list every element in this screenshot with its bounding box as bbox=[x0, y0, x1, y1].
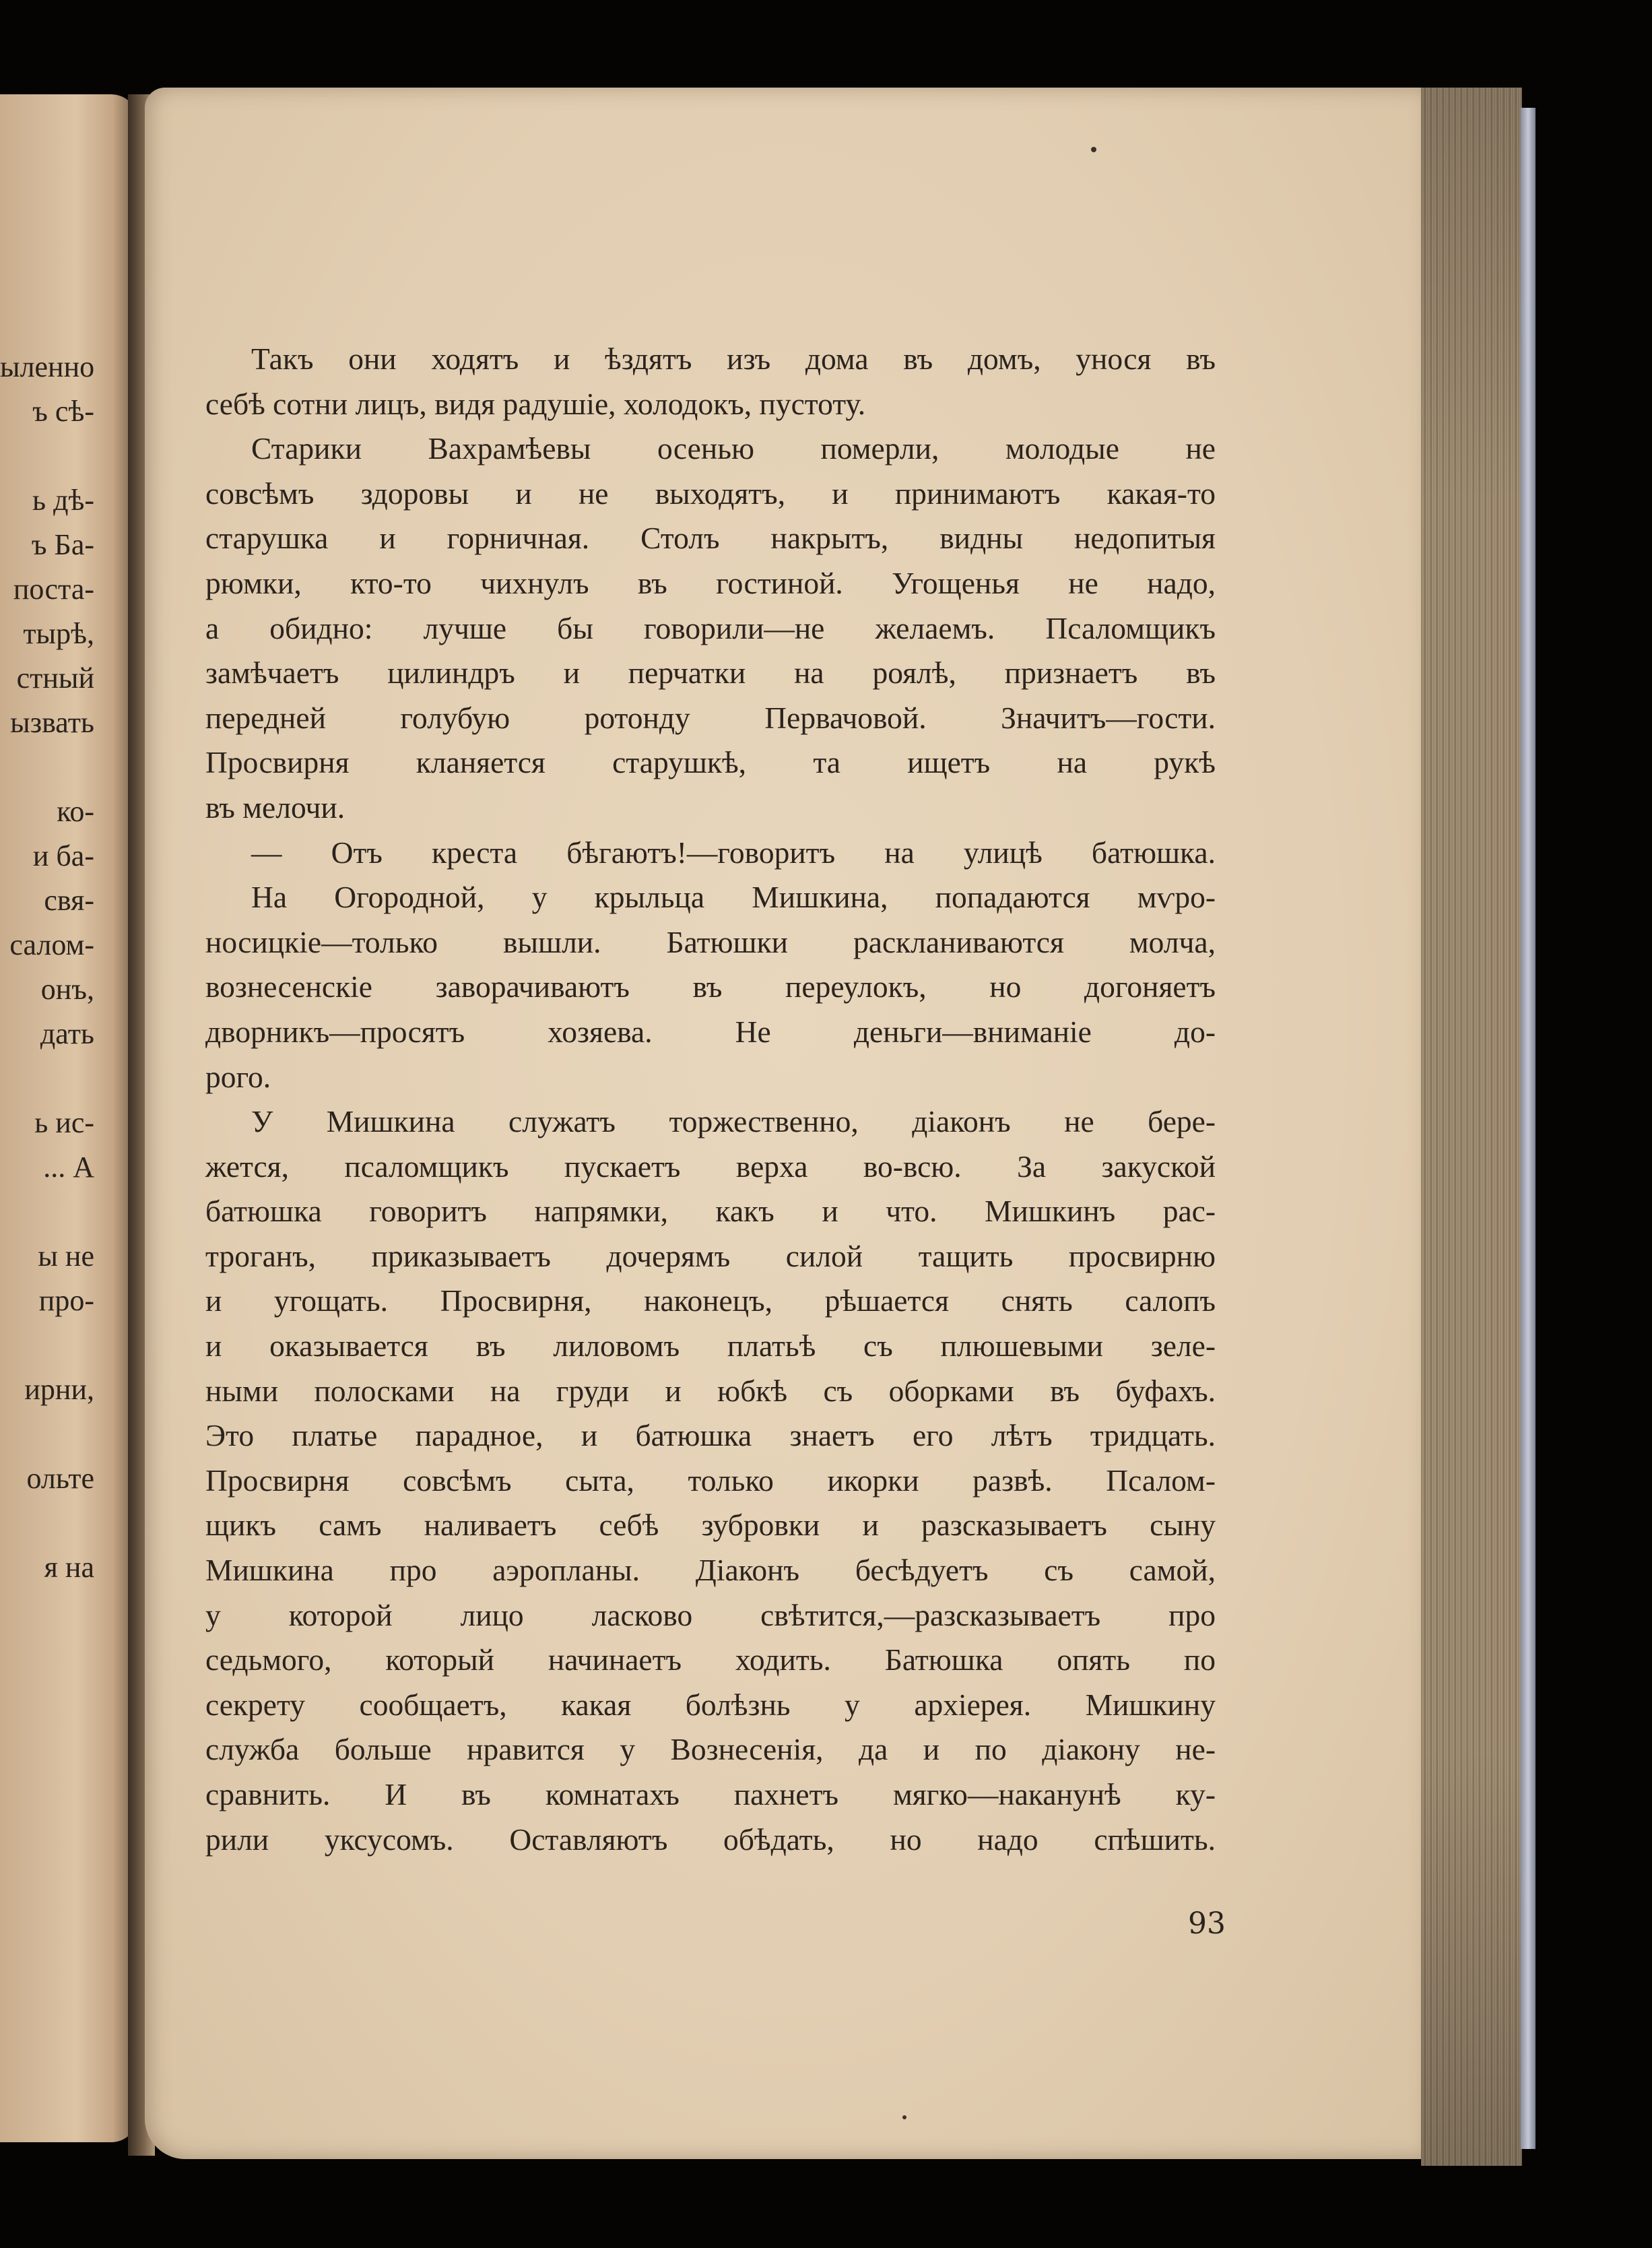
left-page-fragment: про- bbox=[38, 1284, 94, 1317]
left-page-fragment: дать bbox=[40, 1017, 94, 1050]
left-page-gap bbox=[0, 1412, 94, 1456]
page-number: 93 bbox=[1188, 1906, 1226, 1941]
text-line: щикъ самъ наливаетъ себѣ зубровки и разсказываетъ сыну bbox=[205, 1508, 1216, 1543]
text-line: рого. bbox=[205, 1059, 271, 1094]
text-line: Просвирня совсѣмъ сыта, только икорки развѣ. Псалом- bbox=[205, 1463, 1216, 1498]
text-line: и оказывается въ лиловомъ платьѣ съ плюшевыми зеле- bbox=[205, 1328, 1216, 1363]
text-line: и угощать. Просвирня, наконецъ, рѣшается снять салопъ bbox=[205, 1283, 1216, 1318]
left-page-gap bbox=[0, 1056, 94, 1101]
left-page-gap bbox=[0, 745, 94, 790]
left-page-fragment: ольте bbox=[26, 1462, 94, 1495]
text-line: себѣ сотни лицъ, видя радушіе, холодокъ, пустоту. bbox=[205, 386, 866, 421]
left-page-fragment: онъ, bbox=[40, 973, 94, 1006]
left-page-fragment: ыленно bbox=[0, 350, 95, 383]
text-line: сравнить. И въ комнатахъ пахнетъ мягко—наканунѣ ку- bbox=[205, 1777, 1216, 1811]
page-edges-shadow bbox=[1421, 88, 1522, 2166]
text-line: носицкіе—только вышли. Батюшки раскланиваются молча, bbox=[205, 924, 1216, 959]
left-page-fragment: ко- bbox=[57, 795, 94, 828]
left-page-fragment: свя- bbox=[44, 884, 94, 917]
text-line: Старики Вахрамѣевы осенью померли, молодые не bbox=[251, 431, 1216, 466]
text-line: а обидно: лучше бы говорили—не желаемъ. Псаломщикъ bbox=[205, 610, 1216, 645]
left-page-text-fragments bbox=[0, 345, 94, 1590]
text-line: Мишкина про аэропланы. Діаконъ бесѣдуетъ съ самой, bbox=[205, 1553, 1216, 1588]
text-line: На Огородной, у крыльца Мишкина, попадаются мѵро- bbox=[251, 880, 1216, 915]
text-line: батюшка говоритъ напрямки, какъ и что. Мишкинъ рас- bbox=[205, 1194, 1216, 1229]
text-line: дворникъ—просятъ хозяева. Не деньги—вниманіе до- bbox=[205, 1014, 1216, 1049]
left-page-gap bbox=[0, 1190, 94, 1234]
text-line: Просвирня кланяется старушкѣ, та ищетъ на рукѣ bbox=[205, 745, 1216, 780]
left-page-fragment: ирни, bbox=[24, 1373, 94, 1406]
page-body-text bbox=[205, 337, 1216, 1862]
text-line: замѣчаетъ цилиндръ и перчатки на роялѣ, признаетъ въ bbox=[205, 655, 1216, 691]
left-page-fragment: ы не bbox=[38, 1240, 94, 1273]
book-cover-edge bbox=[1521, 108, 1535, 2149]
left-page-fragment: ызвать bbox=[10, 706, 94, 739]
text-line: жется, псаломщикъ пускаетъ верха во-всю. За закуской bbox=[205, 1149, 1216, 1184]
text-line: вознесенскіе заворачиваютъ въ переулокъ, но догоняетъ bbox=[205, 969, 1216, 1004]
text-line: у которой лицо ласково свѣтится,—разсказываетъ про bbox=[205, 1597, 1216, 1632]
text-line: троганъ, приказываетъ дочерямъ силой тащить просвирню bbox=[205, 1238, 1216, 1273]
left-page-fragment: я на bbox=[44, 1551, 94, 1584]
left-page-fragment: и ба- bbox=[32, 839, 94, 872]
left-facing-page bbox=[0, 94, 138, 2142]
text-line: рюмки, кто-то чихнулъ въ гостиной. Угощенья не надо, bbox=[205, 565, 1216, 600]
text-line: старушка и горничная. Столъ накрытъ, видны недопитыя bbox=[205, 521, 1216, 556]
left-page-gap bbox=[0, 434, 94, 478]
text-line: У Мишкина служатъ торжественно, діаконъ не бере- bbox=[251, 1104, 1216, 1139]
text-line: Это платье парадное, и батюшка знаетъ его лѣтъ тридцать. bbox=[205, 1418, 1216, 1453]
paper-speck bbox=[902, 2115, 906, 2119]
left-page-fragment: ... А bbox=[43, 1151, 94, 1184]
left-page-fragment: ъ Ба- bbox=[31, 528, 94, 561]
left-page-fragment: поста- bbox=[13, 573, 94, 606]
left-page-fragment: ь дѣ- bbox=[32, 484, 94, 517]
left-page-fragment: стный bbox=[16, 662, 94, 695]
left-page-fragment: тырѣ, bbox=[23, 617, 94, 650]
left-page-gap bbox=[0, 1323, 94, 1368]
left-page-gap bbox=[0, 1501, 94, 1545]
text-line: секрету сообщаетъ, какая болѣзнь у архіерея. Мишкину bbox=[205, 1687, 1216, 1722]
text-line: рили уксусомъ. Оставляютъ обѣдать, но надо спѣшить. bbox=[205, 1822, 1216, 1857]
text-line: совсѣмъ здоровы и не выходятъ, и принимаютъ какая-то bbox=[205, 476, 1216, 511]
text-line: Такъ они ходятъ и ѣздятъ изъ дома въ домъ, унося въ bbox=[251, 342, 1216, 376]
left-page-fragment: ь ис- bbox=[34, 1106, 94, 1139]
text-line: передней голубую ротонду Первачовой. Значитъ—гости. bbox=[205, 700, 1216, 735]
paper-speck bbox=[1091, 147, 1096, 152]
text-line: ными полосками на груди и юбкѣ съ оборками въ буфахъ. bbox=[205, 1373, 1216, 1408]
text-line: въ мелочи. bbox=[205, 790, 345, 825]
text-line: — Отъ креста бѣгаютъ!—говоритъ на улицѣ батюшка. bbox=[251, 835, 1216, 870]
text-line: служба больше нравится у Вознесенія, да и по діакону не- bbox=[205, 1732, 1216, 1767]
left-page-fragment: салом- bbox=[9, 928, 94, 961]
text-line: седьмого, который начинаетъ ходить. Батюшка опять по bbox=[205, 1642, 1216, 1677]
left-page-fragment: ъ сѣ- bbox=[32, 395, 94, 428]
